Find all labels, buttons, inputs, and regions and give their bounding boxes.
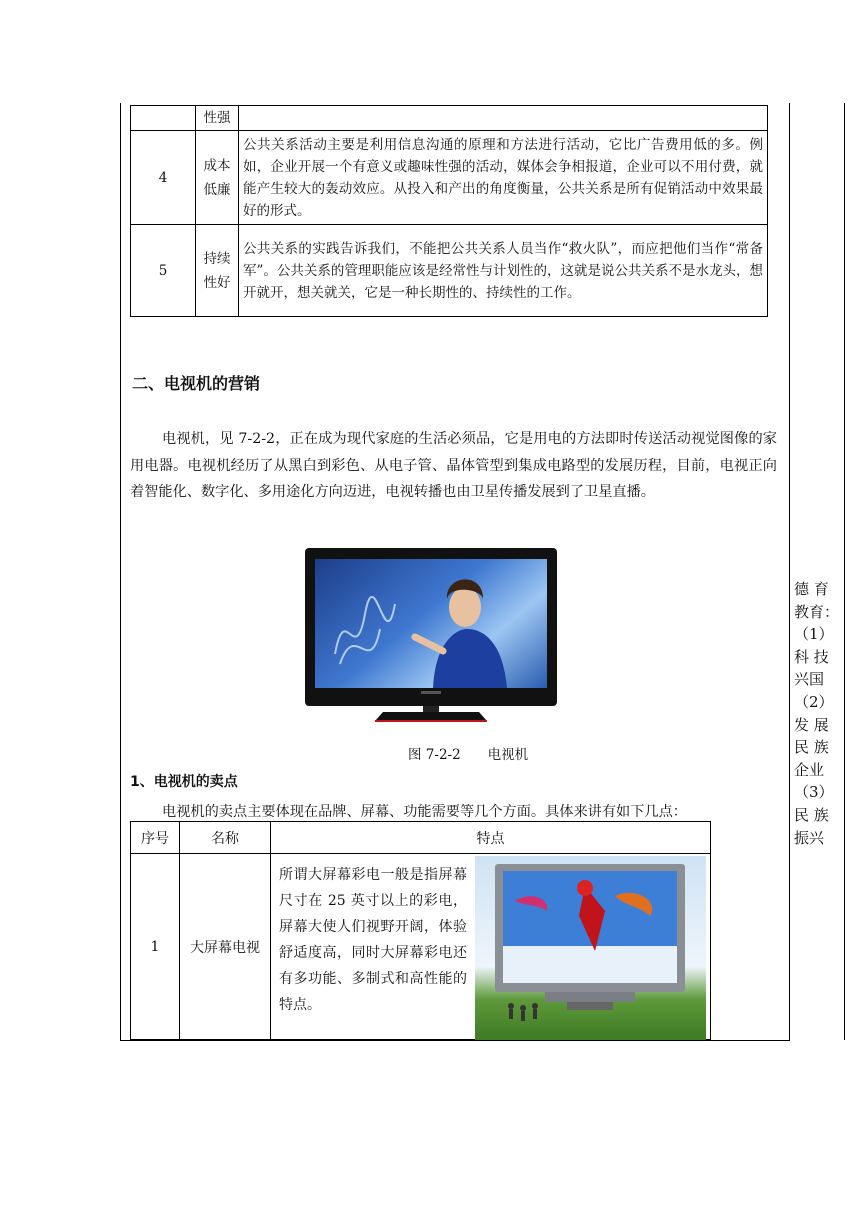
- section-heading: 二、电视机的营销: [132, 374, 261, 393]
- row-name: 持续 性好: [196, 225, 239, 317]
- row-description: 公共关系活动主要是利用信息沟通的原理和方法进行活动，它比广告费用低的多。例如，企业开展一个有意义或趣味性强的活动，媒体会争相报道，企业可以不用付费，就能产生较大的轰动效应。从投入和产出的角度衡量，公共关系是所有促销活动中效果最好的形式。: [239, 131, 768, 225]
- features-table: [130, 821, 711, 1040]
- table-header: [131, 822, 711, 854]
- table-row: [131, 225, 768, 317]
- body-paragraph: 电视机，见 7-2-2，正在成为现代家庭的生活必须品，它是用电的方法即时传送活动视觉图像的家用电器。电视机经历了从黑白到彩色、从电子管、晶体管型到集成电路型的发展历程，目前，电视正向着智能化、数字化、多用途化方向迈进，电视转播也由卫星传播发展到了卫星直播。: [130, 431, 777, 500]
- figure-caption: 图 7-2-2 电视机: [408, 747, 529, 763]
- row-description: 所谓大屏幕彩电一般是指屏幕尺寸在 25 英寸以上的彩电，屏幕大使人们视野开阔，体验舒适度高，同时大屏幕彩电还有多功能、多制式和高性能的特点。: [279, 867, 467, 1013]
- table-row: [131, 854, 711, 1040]
- header-name: 名称: [180, 822, 271, 854]
- header-feature: 特点: [271, 822, 711, 854]
- row-description: 公共关系的实践告诉我们，不能把公共关系人员当作“救火队”，而应把他们当作“常备军”。公共关系的管理职能应该是经常性与计划性的，这就是说公共关系不是水龙头，想开就开，想关就关，它是一种长期性的、持续性的工作。: [239, 225, 768, 317]
- side-column: [786, 103, 845, 1040]
- row-number: 1: [131, 854, 180, 1040]
- table-row: [131, 106, 768, 131]
- side-note: 德 育 教育： （1） 科 技 兴国 （2） 发 展 民 族 企业 （3） 民 族 振兴: [794, 580, 840, 847]
- row-name: 成本 低廉: [196, 131, 239, 225]
- tv-stand: [371, 706, 491, 722]
- big-tv-art: [475, 856, 706, 1040]
- row-name: 大屏幕电视: [180, 854, 271, 1040]
- row-number: 4: [131, 131, 196, 225]
- big-screen-tv-image: [475, 856, 706, 1040]
- promotion-table: [130, 105, 768, 317]
- row-number: 5: [131, 225, 196, 317]
- tv-image: [305, 548, 557, 726]
- table-row: [131, 131, 768, 225]
- row-name: 性强: [196, 106, 239, 131]
- header-no: 序号: [131, 822, 180, 854]
- subheading: 1、电视机的卖点: [130, 774, 238, 790]
- tv-screen-art: [315, 559, 547, 688]
- intro-text: 电视机的卖点主要体现在品牌、屏幕、功能需要等几个方面。具体来讲有如下几点：: [162, 804, 687, 820]
